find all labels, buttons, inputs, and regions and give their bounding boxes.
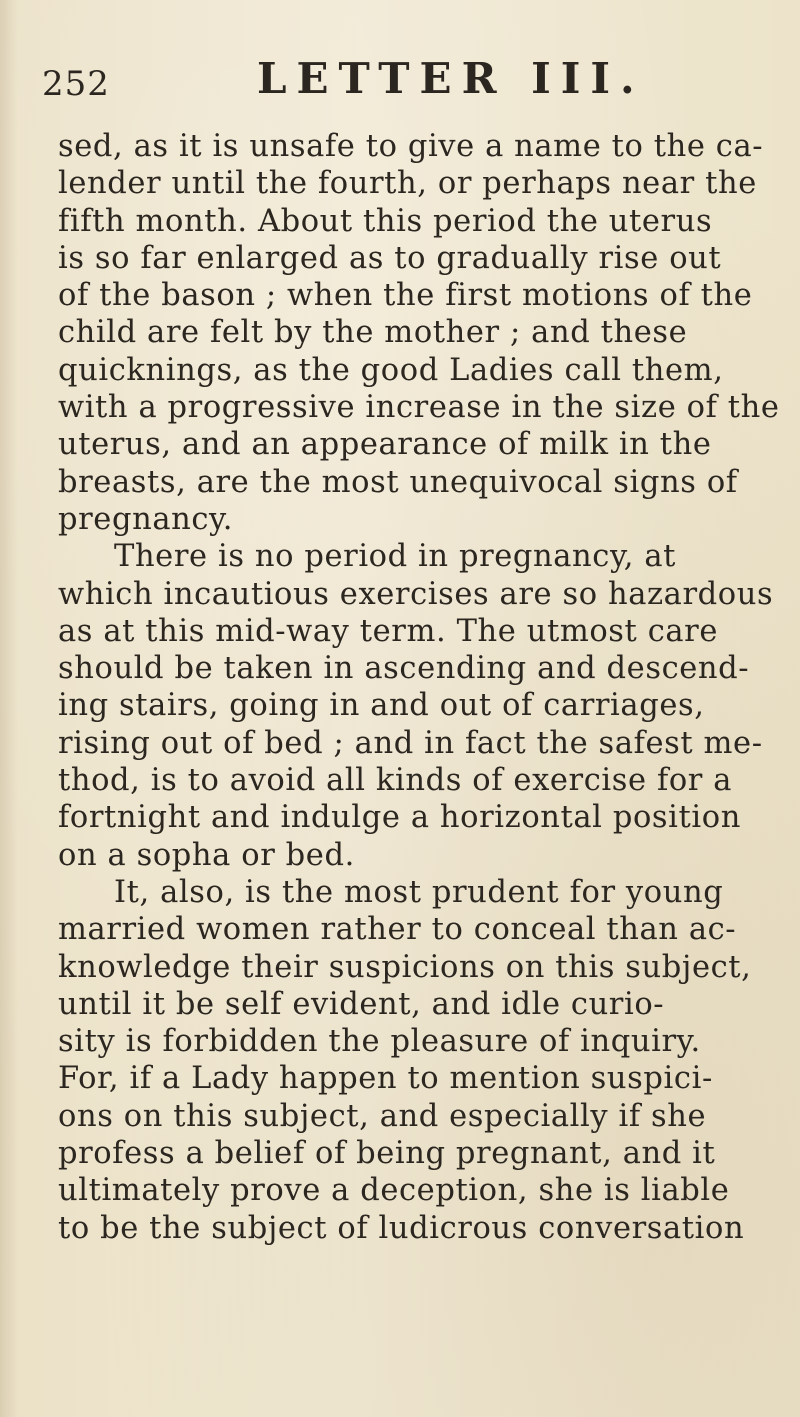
paragraph-start-line: There is no period in pregnancy, at [114,539,676,575]
text-line: lender until the fourth, or perhaps near the [58,166,757,202]
text-line: ing stairs, going in and out of carriages, [58,688,705,724]
running-head [42,54,760,114]
text-line: uterus, and an appearance of milk in the [58,427,712,463]
text-line: with a progressive increase in the size of the [58,390,780,426]
text-line: child are felt by the mother ; and these [58,315,688,351]
text-line: thod, is to avoid all kinds of exercise for a [58,763,733,799]
text-line: For, if a Lady happen to mention suspici- [58,1061,713,1097]
text-line: as at this mid-way term. The utmost care [58,613,719,649]
text-line: breasts, are the most unequivocal signs of [58,464,738,500]
page-number: 252 [42,64,110,104]
text-line: ons on this subject, and especially if she [58,1098,707,1134]
text-line: ultimately prove a deception, she is liable [58,1173,730,1209]
text-line: married women rather to conceal than ac- [58,912,737,948]
text-line: should be taken in ascending and descend- [58,651,750,687]
text-line: sed, as it is unsafe to give a name to the ca- [58,129,764,164]
text-line: which incautious exercises are so hazardous [58,576,774,612]
text-line: on a sopha or bed. [58,837,355,873]
text-line: fifth month. About this period the uterus [58,203,713,239]
text-line: profess a belief of being pregnant, and it [58,1136,716,1172]
text-line: of the bason ; when the first motions of the [58,278,753,314]
text-line: quicknings, as the good Ladies call them, [58,352,724,388]
text-line: fortnight and indulge a horizontal position [58,800,741,836]
body-text [58,128,796,1247]
text-line: to be the subject of ludicrous conversation [58,1210,745,1246]
page-gutter-shadow [0,0,18,1417]
running-title: LETTER III. [257,54,645,103]
text-line: until it be self evident, and idle curio- [58,986,665,1022]
paragraph-start-line: It, also, is the most prudent for young [114,874,724,910]
text-line: is so far enlarged as to gradually rise out [58,240,722,276]
text-line: rising out of bed ; and in fact the safest me- [58,725,763,761]
text-line: pregnancy. [58,501,234,537]
text-line: sity is forbidden the pleasure of inquiry. [58,1024,701,1060]
text-line: knowledge their suspicions on this subject, [58,949,752,985]
